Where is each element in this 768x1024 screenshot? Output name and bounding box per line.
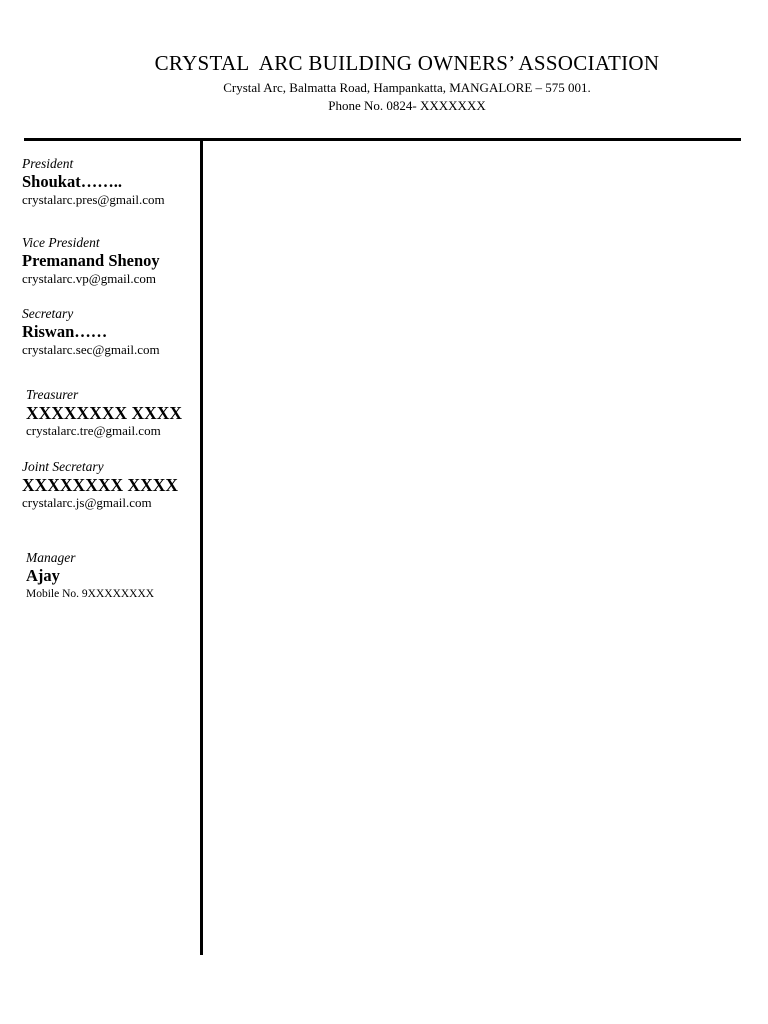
officer-mobile: Mobile No. 9XXXXXXXX <box>26 588 155 600</box>
officer-role: Joint Secretary <box>22 459 104 474</box>
organization-phone: Phone No. 0824- XXXXXXX <box>328 98 486 113</box>
sidebar-divider <box>200 141 203 955</box>
officer-president <box>22 156 165 208</box>
officer-email: crystalarc.vp@gmail.com <box>22 271 156 286</box>
officer-role: Vice President <box>22 235 100 250</box>
officer-vice-president <box>22 235 160 287</box>
organization-name: CRYSTAL ARC BUILDING OWNERS’ ASSOCIATION <box>154 51 660 75</box>
organization-address: Crystal Arc, Balmatta Road, Hampankatta, MANGALORE – 575 001. <box>223 80 591 95</box>
officer-role: Manager <box>26 550 76 565</box>
officer-name: Ajay <box>26 566 60 585</box>
officer-name: Premanand Shenoy <box>22 251 160 270</box>
officer-name: XXXXXXXX XXXX <box>22 475 179 495</box>
officer-role: President <box>22 156 74 171</box>
officer-role: Treasurer <box>26 387 79 402</box>
officer-joint-secretary <box>22 459 178 511</box>
officer-name: Shoukat…….. <box>22 172 122 191</box>
officer-email: crystalarc.pres@gmail.com <box>22 192 165 207</box>
officer-treasurer <box>26 387 182 439</box>
officer-email: crystalarc.tre@gmail.com <box>26 423 161 438</box>
officer-role: Secretary <box>22 306 74 321</box>
officer-manager <box>26 550 154 602</box>
header-divider <box>24 138 741 141</box>
officer-email: crystalarc.sec@gmail.com <box>22 342 160 357</box>
officer-name: Riswan…… <box>22 322 108 341</box>
officer-secretary <box>22 306 160 358</box>
officer-email: crystalarc.js@gmail.com <box>22 495 152 510</box>
officer-name: XXXXXXXX XXXX <box>26 403 183 423</box>
